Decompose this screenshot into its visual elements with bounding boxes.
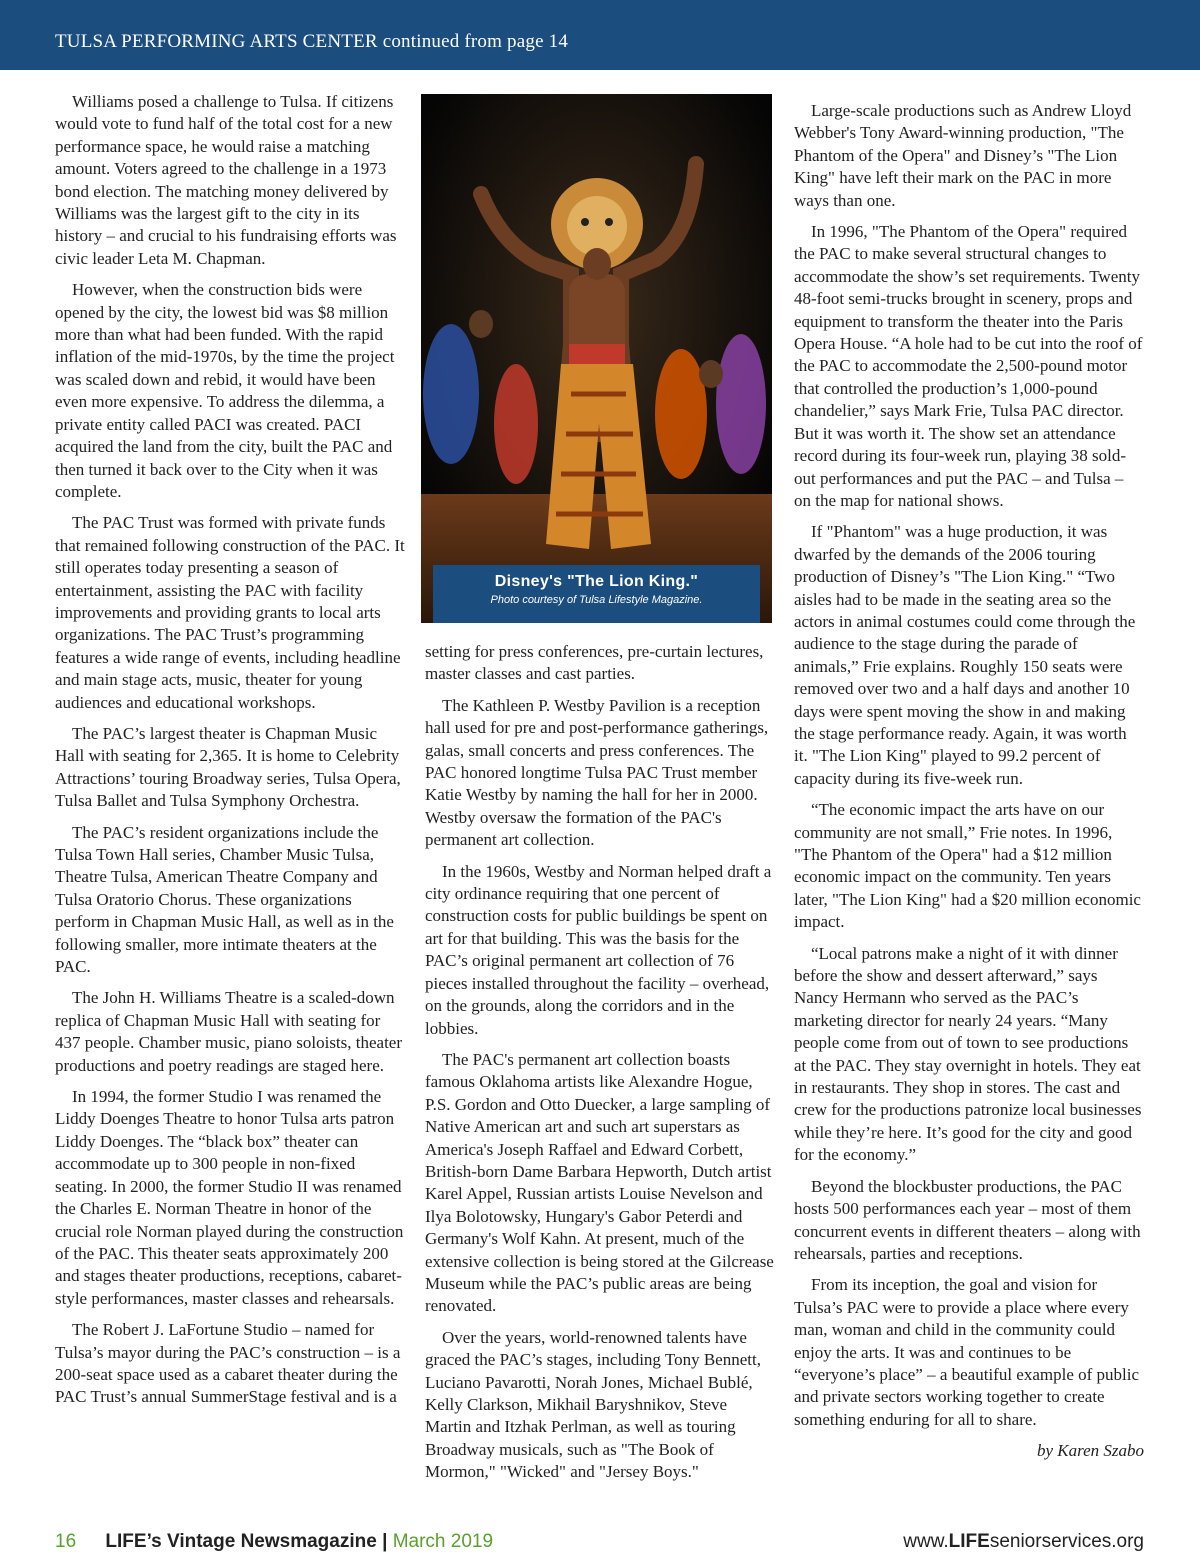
website-url[interactable] [903,1531,1144,1553]
article-column-3 [794,100,1144,1472]
paragraph: The PAC's permanent art collection boasts famous Oklahoma artists like Alexandre Hogue, P.S. Gordon and Otto Duecker, a large sampling of Native American art and such art superstars as America's Joseph Raffael and Edward Corbett, British-born Dame Barbara Hepworth, Dutch artist Karel Appel, Russian artists Louise Nevelson and Ilya Bolotowsky, Hungary's Gabor Peterdi and Germany's Wolf Kahn. At present, much of the extensive collection is being stored at the Gilcrease Museum while the PAC’s public areas are being renovated. [425,1049,774,1316]
photo-caption [433,565,760,623]
paragraph: The PAC’s largest theater is Chapman Music Hall with seating for 2,365. It is home to Celebrity Attractions’ touring Broadway series, Tulsa Opera, Tulsa Ballet and Tulsa Symphony Orchestra. [55,723,401,811]
paragraph: However, when the construction bids were opened by the city, the lowest bid was $8 million more than what had been funded. With the rapid inflation of the mid-1970s, by the time the project was scaled down and rebid, it would have been even more expensive. To address the dilemma, a private entity called PACI was created. PACI acquired the land from the city, built the PAC and then turned it back over to the City when it was complete. [55,280,395,501]
paragraph: setting for press conferences, pre-curtain lectures, master classes and cast parties. [425,642,764,684]
paragraph: The PAC Trust was formed with private funds that remained following construction of the PAC. It still operates today presenting a season of entertainment, assisting the PAC with facility improvements and providing grants to local arts organizations. The PAC Trust’s programming features a wide range of events, including headline and main stage acts, music, theater for young audiences and educational workshops. [55,513,405,712]
page-number: 16 [55,1531,77,1552]
paragraph: In 1996, "The Phantom of the Opera" required the PAC to make several structural changes to accommodate the show’s set requirements. Twenty 48-foot semi-trucks brought in scenery, props and equipment to transform the theater into the Paris Opera House. “A hole had to be cut into the roof of the PAC to accommodate the 2,500-pound motor that controlled the production’s 1,000-pound chandelier,” says Mark Frie, Tulsa PAC director. But it was worth it. The show set an attendance record during its four-week run, playing 38 sold-out performances and put the PAC – and Tulsa – on the map for national shows. [794,222,1143,510]
paragraph: The John H. Williams Theatre is a scaled-down replica of Chapman Music Hall with seating for 437 people. Chamber music, piano soloists, theater productions and poetry readings are staged here. [55,988,403,1075]
url-brand: LIFE [948,1531,990,1552]
caption-credit: Photo courtesy of Tulsa Lifestyle Magazine. [490,594,703,606]
url-prefix: www. [903,1531,949,1552]
paragraph: The PAC’s resident organizations include the Tulsa Town Hall series, Chamber Music Tulsa, Theatre Tulsa, American Theatre Company and Tulsa Oratorio Chorus. These organizations perform in Chapman Music Hall, as well as in the following smaller, more intimate theaters at the PAC. [55,822,394,977]
paragraph: Williams posed a challenge to Tulsa. If citizens would vote to fund half of the total cost for a new performance space, he would raise a matching amount. Voters agreed to the challenge in a 1973 bond election. The matching money delivered by Williams was the largest gift to the city in its history – and crucial to his fundraising efforts was civic leader Leta M. Chapman. [55,92,397,268]
performer-illustration [421,94,772,623]
paragraph: Beyond the blockbuster productions, the PAC hosts 500 performances each year – most of them concurrent events in different theaters – along with rehearsals, parties and receptions. [794,1176,1141,1263]
header-bar [0,0,1200,70]
paragraph: If "Phantom" was a huge production, it was dwarfed by the demands of the 2006 touring production of Disney’s "The Lion King." “Two aisles had to be made in the seating area so the actors in animal costumes could come through the audience to the stage during the parade of animals,” Frie explains. Roughly 150 seats were removed over two and a half days and another 10 days were spent moving the show in and making the stage performance ready. Again, it was worth it. "The Lion King" played to 99.2 percent of capacity during its five-week run. [794,522,1136,788]
issue-date: March 2019 [392,1531,494,1552]
paragraph: In the 1960s, Westby and Norman helped draft a city ordinance requiring that one percent of construction costs for public buildings be spent on art for that building. This was the basis for the PAC’s original permanent art collection of 76 pieces installed throughout the facility – overhead, on the grounds, along the corridors and in the lobbies. [425,861,772,1038]
byline: by Karen Szabo [1036,1441,1144,1461]
paragraph: From its inception, the goal and vision for Tulsa’s PAC were to provide a place where every man, woman and child in the community could enjoy the arts. It was and continues to be “everyone’s place” – a beautiful example of public and private sectors working together to create something enduring for all to share. [794,1275,1140,1429]
footer-left [55,1531,493,1553]
paragraph: In 1994, the former Studio I was renamed the Liddy Doenges Theatre to honor Tulsa arts patron Liddy Doenges. The “black box” theater can accommodate up to 300 people in non-fixed seating. In 2000, the former Studio II was renamed the Charles E. Norman Theatre in honor of the crucial role Norman played during the construction of the PAC. This theater seats approximately 200 and stages theater productions, receptions, cabaret-style performances, master classes and rehearsals. [55,1087,404,1308]
paragraph: Over the years, world-renowned talents have graced the PAC’s stages, including Tony Bennett, Luciano Pavarotti, Norah Jones, Michael Bublé, Kelly Clarkson, Mikhail Baryshnikov, Steve Martin and Itzhak Perlman, as well as touring Broadway musicals, such as "The Book of Mormon," "Wicked" and "Jersey Boys." [425,1327,761,1482]
article-column-2 [425,641,777,1493]
article-column-1 [55,91,409,1418]
paragraph: The Robert J. LaFortune Studio – named for Tulsa’s mayor during the PAC’s construction – is a 200-seat space used as a cabaret theater during the PAC Trust’s annual SummerStage festival and is a [55,1320,401,1407]
paragraph: “Local patrons make a night of it with dinner before the show and dessert afterward,” says Nancy Hermann who served as the PAC’s marketing director for nearly 24 years. “Many people come from out of town to see productions at the PAC. They stay overnight in hotels. They eat in restaurants. They shop in stores. The cast and crew for the productions patronize local businesses while they’re here. It’s good for the city and good for the economy.” [794,943,1142,1165]
lion-king-photo [421,94,772,623]
paragraph: “The economic impact the arts have on our community are not small,” Frie notes. In 1996, "The Phantom of the Opera" had a $12 million economic impact on the community. Ten years later, "The Lion King" had a $20 million economic impact. [794,800,1141,932]
paragraph: The Kathleen P. Westby Pavilion is a reception hall used for pre and post-performance gatherings, galas, small concerts and press conferences. The PAC honored longtime Tulsa PAC Trust member Katie Westby by naming the hall for her in 2000. Westby oversaw the formation of the PAC's permanent art collection. [425,695,769,850]
magazine-title: LIFE’s Vintage Newsmagazine [105,1531,377,1552]
caption-title: Disney's "The Lion King." [494,573,699,590]
footer-separator: | [382,1531,388,1552]
url-suffix: seniorservices.org [989,1531,1144,1552]
running-header: TULSA PERFORMING ARTS CENTER continued from page 14 [55,31,569,52]
paragraph: Large-scale productions such as Andrew Lloyd Webber's Tony Award-winning production, "The Phantom of the Opera" and Disney’s "The Lion King" have left their mark on the PAC in more ways than one. [794,101,1132,210]
